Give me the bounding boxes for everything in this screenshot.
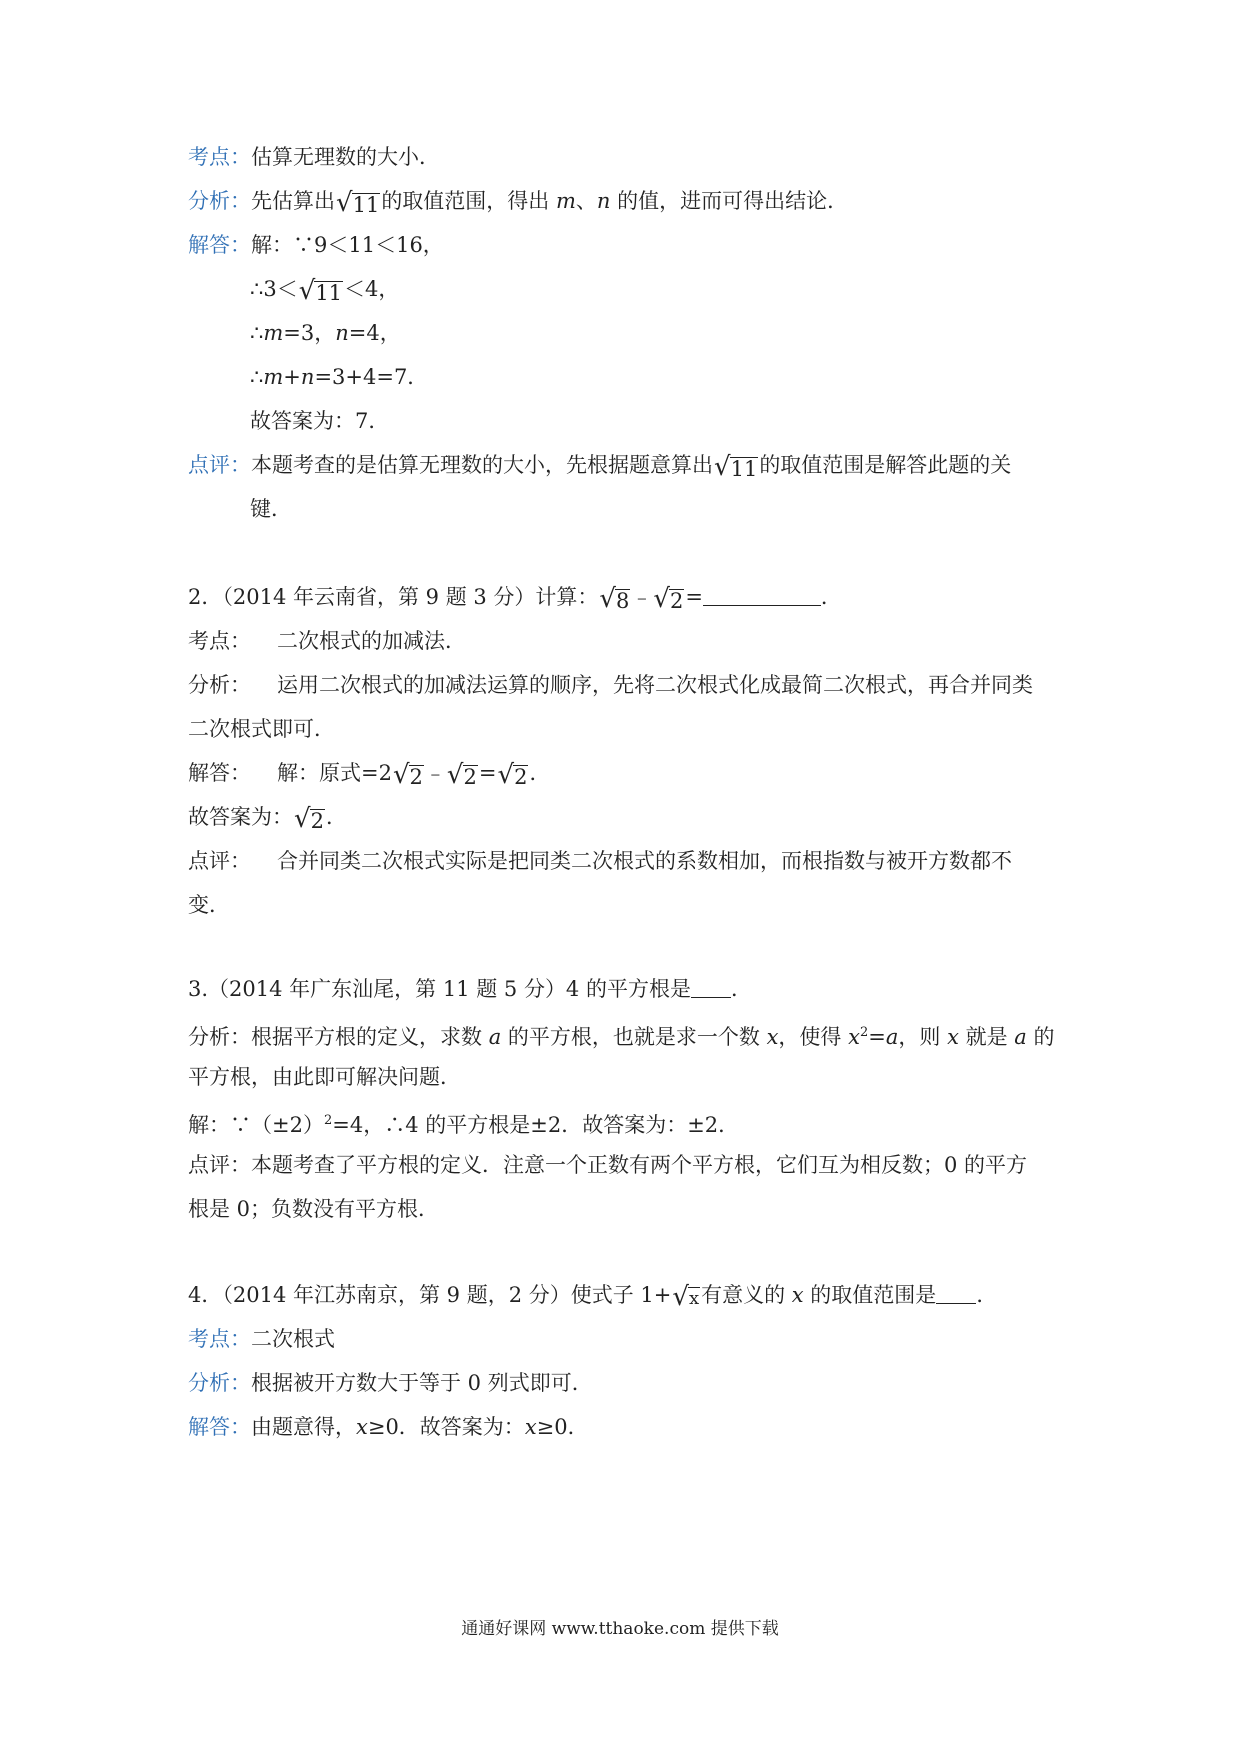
kaodian-text: 估算无理数的大小．: [251, 145, 440, 169]
page-footer: [0, 1617, 1240, 1641]
answer-blank: [691, 979, 731, 998]
s2-question: 2．（2014 年云南省，第 9 题 3 分）计算： √ 8 ﹣ √ 2 = ．: [188, 584, 842, 614]
jieda-text: 解：∵9＜11＜16，: [251, 233, 444, 257]
s2-dianping-cont: 变．: [188, 893, 230, 917]
sqrt-expression: √ 8: [599, 584, 630, 614]
answer-blank: [936, 1285, 976, 1304]
answer-text: 故答案为：7．: [250, 409, 390, 433]
s1-dianping-line: 点评：本题考查的是估算无理数的大小，先根据题意算出 √ 11 的取值范围是解答此题的关: [188, 452, 1012, 482]
answer-blank: [703, 587, 821, 606]
fenxi-label: 分析：: [188, 1371, 251, 1395]
s1-step-4: ∴m+n=3+4=7．: [250, 365, 429, 389]
s2-answer: 故答案为： √ 2 ．: [188, 804, 347, 834]
s3-question: 3.（2014 年广东汕尾，第 11 题 5 分）4 的平方根是 ．: [188, 977, 752, 1001]
kaodian-label: 考点：: [188, 145, 251, 169]
s4-fenxi-line: 分析：根据被开方数大于等于 0 列式即可．: [188, 1371, 593, 1395]
s1-fenxi-line: 分析：先估算出 √ 11 的取值范围，得出 m、n 的值，进而可得出结论．: [188, 188, 849, 218]
sqrt-expression: √ x: [672, 1282, 700, 1312]
kaodian-label: 考点：: [188, 1327, 251, 1351]
sqrt-expression: √ 2: [392, 760, 423, 790]
s2-dianping-line: 点评： 合并同类二次根式实际是把同类二次根式的系数相加，而根指数与被开方数都不: [188, 849, 1012, 873]
fenxi-text: 的值，进而可得出结论．: [617, 189, 849, 213]
s1-step-3: ∴m=3，n=4，: [250, 321, 401, 345]
var-m: m: [556, 189, 576, 213]
s3-dianping-cont: 根是 0；负数没有平方根．: [188, 1197, 440, 1221]
sqrt-expression: √ 2: [294, 804, 324, 834]
sqrt-expression: √ 2: [653, 584, 684, 614]
s3-fenxi-line: 分析：根据平方根的定义，求数 a 的平方根，也就是求一个数 x，使得 $x^2=a$，则 x 就是 a 的: [188, 1025, 1055, 1049]
s4-jieda-line: 解答：由题意得，x≥0．故答案为：x≥0．: [188, 1415, 589, 1439]
dianping-label: 点评：: [188, 453, 251, 477]
jieda-label: 解答：: [188, 1415, 251, 1439]
jieda-label: 解答：: [188, 233, 251, 257]
s4-kaodian-line: 考点：二次根式: [188, 1327, 335, 1351]
s1-answer: [250, 406, 389, 436]
s2-kaodian-line: 考点： 二次根式的加减法．: [188, 629, 466, 653]
s1-kaodian-line: [188, 142, 440, 172]
s2-fenxi-cont: 二次根式即可．: [188, 717, 335, 741]
dianping-label: 点评：: [188, 849, 251, 873]
sqrt-expression: √ 11: [298, 276, 343, 306]
question-text: 4．（2014 年江苏南京，第 9 题，2 分）使式子 1+: [188, 1283, 672, 1307]
question-text: 2．（2014 年云南省，第 9 题 3 分）计算：: [188, 585, 599, 609]
sqrt-expression: √ 2: [497, 760, 528, 790]
footer-text: 通通好课网 www.tthaoke.com 提供下载: [461, 1619, 779, 1639]
s1-jieda-line: [188, 230, 444, 260]
question-text: 3.（2014 年广东汕尾，第 11 题 5 分）4 的平方根是: [188, 977, 691, 1001]
kaodian-label: 考点：: [188, 629, 251, 653]
s1-dianping-cont: 键．: [250, 497, 292, 521]
s3-jie-line: 解：$\because(\pm 2)^2=4$，∴4 的平方根是±2．故答案为：±2．: [188, 1113, 740, 1137]
fenxi-label: 分析：: [188, 189, 251, 213]
s2-fenxi-line: 分析： 运用二次根式的加减法运算的顺序，先将二次根式化成最简二次根式，再合并同类: [188, 673, 1033, 697]
fenxi-text: 的取值范围，得出: [381, 189, 550, 213]
s1-step-2: ∴3＜ √ 11 ＜4，: [250, 276, 400, 306]
jieda-label: 解答：: [188, 761, 251, 785]
sqrt-expression: √ 11: [336, 188, 380, 218]
s4-question: 4．（2014 年江苏南京，第 9 题，2 分）使式子 1+ √ x 有意义的 x 的取值范围是 ．: [188, 1282, 998, 1312]
sqrt-expression: √ 2: [446, 760, 477, 790]
s3-fenxi-cont: 平方根，由此即可解决问题．: [188, 1065, 461, 1089]
var-n: n: [596, 189, 611, 213]
fenxi-label: 分析：: [188, 673, 251, 697]
fenxi-text: 先估算出: [251, 189, 335, 213]
s3-dianping-line: 点评：本题考查了平方根的定义．注意一个正数有两个平方根，它们互为相反数；0 的平方: [188, 1153, 1028, 1177]
sqrt-expression: √ 11: [714, 452, 758, 482]
s2-jieda-line: 解答： 解：原式=2 √ 2 ﹣ √ 2 = √ 2 ．: [188, 760, 551, 790]
